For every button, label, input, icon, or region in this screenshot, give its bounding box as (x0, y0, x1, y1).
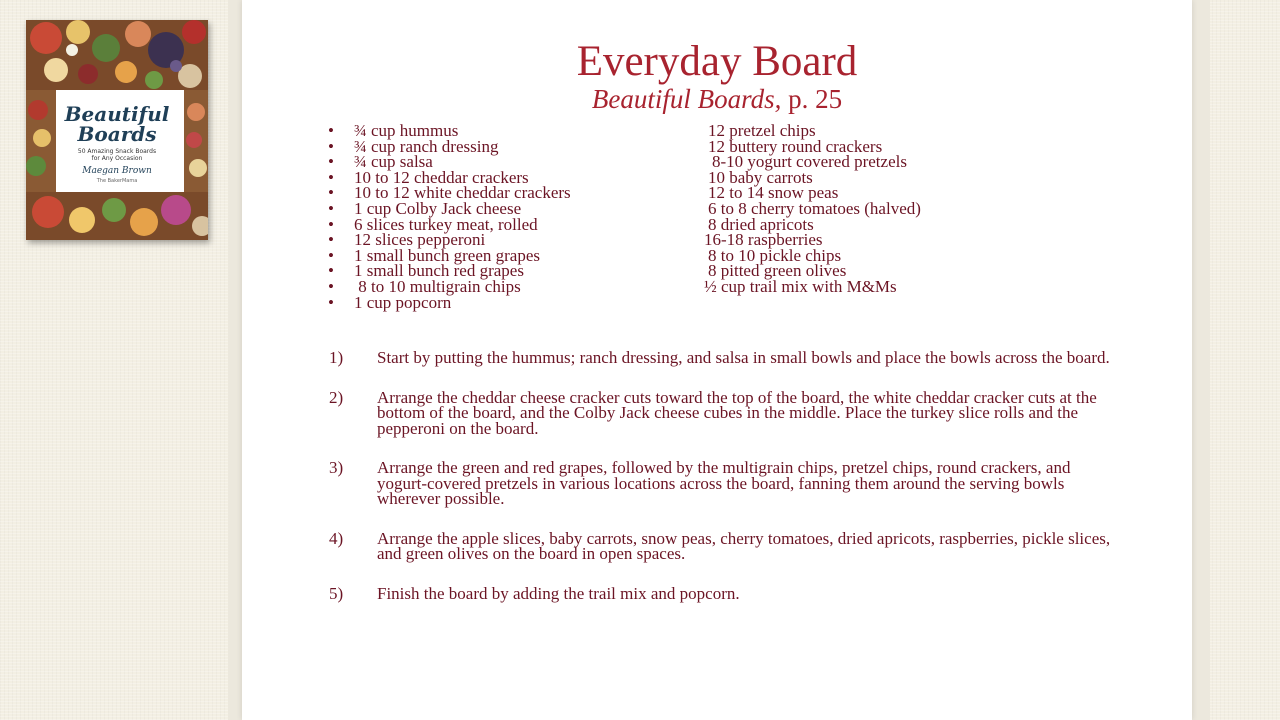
source-book-name: Beautiful Boards, (591, 84, 782, 114)
ingredient-text: 6 slices turkey meat, rolled (354, 214, 538, 234)
instructions-list (329, 350, 1119, 625)
step-text: Arrange the cheddar cheese cracker cuts toward the top of the board, the white cheddar cracker cuts at the bottom of the board, and the Colby Jack cheese cubes in the middle. Place the turkey slice rolls and the pepperoni on the board. (377, 387, 1097, 438)
ingredient-item: 8 dried apricots (708, 214, 814, 234)
ingredient-text: 10 to 12 cheddar crackers (354, 167, 529, 187)
step-number: 1) (329, 348, 344, 367)
book-cover-author: Maegan Brown (82, 166, 152, 176)
ingredient-text: 1 cup popcorn (354, 292, 452, 312)
ingredient-item: 12 to 14 snow peas (708, 183, 839, 203)
ingredient-item: 8-10 yogurt covered pretzels (712, 152, 907, 172)
step-number: 2) (329, 387, 344, 407)
bullet: • (328, 136, 334, 156)
book-cover-subtitle-line2: for Any Occasion (91, 155, 143, 162)
ingredients-left-list (328, 123, 698, 310)
step-number: 5) (329, 583, 344, 603)
ingredient-item: ½ cup trail mix with M&Ms (704, 276, 897, 296)
instruction-step (329, 460, 1119, 507)
bullet: • (328, 261, 334, 281)
bullet: • (328, 292, 334, 312)
bullet: • (328, 245, 334, 265)
ingredient-item: 10 baby carrots (708, 167, 813, 187)
bullet: • (328, 152, 334, 172)
ingredient-text: 1 small bunch green grapes (354, 245, 540, 265)
bullet: • (328, 276, 334, 296)
step-text: Start by putting the hummus; ranch dressing, and salsa in small bowls and place the bowls across the board. (377, 348, 1110, 367)
ingredient-item: 16-18 raspberries (704, 230, 823, 250)
ingredient-text: ¾ cup salsa (354, 152, 433, 172)
bullet: • (328, 167, 334, 187)
book-cover-subtitle (66, 148, 168, 162)
book-cover-title-line2: Boards (77, 122, 157, 146)
ingredient-item (328, 292, 698, 312)
ingredients-right-list (704, 121, 1088, 296)
ingredient-text: ¾ cup hummus (354, 121, 459, 140)
bullet: • (328, 214, 334, 234)
bullet: • (328, 230, 334, 250)
bullet: • (328, 198, 334, 218)
book-cover-brand: The BakerMama (96, 178, 138, 184)
instruction-step (329, 583, 1119, 603)
step-text: Finish the board by adding the trail mix and popcorn. (377, 583, 740, 603)
ingredient-item: 12 buttery round crackers (708, 136, 883, 156)
book-cover-subtitle-line1: 50 Amazing Snack Boards (77, 148, 157, 155)
ingredient-item: 12 pretzel chips (708, 121, 816, 140)
ingredient-item: 8 to 10 pickle chips (708, 245, 842, 265)
bullet: • (328, 183, 334, 203)
instruction-step (329, 350, 1119, 366)
ingredient-item: 6 to 8 cherry tomatoes (halved) (708, 198, 921, 218)
bullet: • (328, 121, 334, 140)
ingredient-text: 8 to 10 multigrain chips (354, 276, 521, 296)
step-text: Arrange the apple slices, baby carrots, snow peas, cherry tomatoes, dried apricots, raspberries, pickle slices, and green olives on the board in open spaces. (377, 528, 1111, 563)
page-title: Everyday Board (576, 38, 858, 85)
book-cover-title-line1: Beautiful (64, 102, 170, 126)
book-cover-title (26, 104, 208, 144)
source-page-number: p. 25 (781, 84, 843, 114)
step-text: Arrange the green and red grapes, followed by the multigrain chips, pretzel chips, round crackers, and yogurt-covered pretzels in various locations across the board, fanning them around the serving bowls wherever possible. (377, 458, 1071, 508)
ingredient-text: 12 slices pepperoni (354, 230, 486, 250)
ingredient-text: ¾ cup ranch dressing (354, 136, 499, 156)
step-number: 3) (329, 458, 344, 477)
step-number: 4) (329, 528, 344, 548)
page-subtitle (242, 83, 1192, 115)
instruction-step (329, 387, 1119, 438)
ingredient-text: 10 to 12 white cheddar crackers (354, 183, 571, 203)
ingredient-text: 1 cup Colby Jack cheese (354, 198, 522, 218)
book-cover-image (26, 20, 208, 240)
ingredient-text: 1 small bunch red grapes (354, 261, 524, 281)
instruction-step (329, 528, 1119, 563)
ingredient-item: 8 pitted green olives (708, 261, 847, 281)
